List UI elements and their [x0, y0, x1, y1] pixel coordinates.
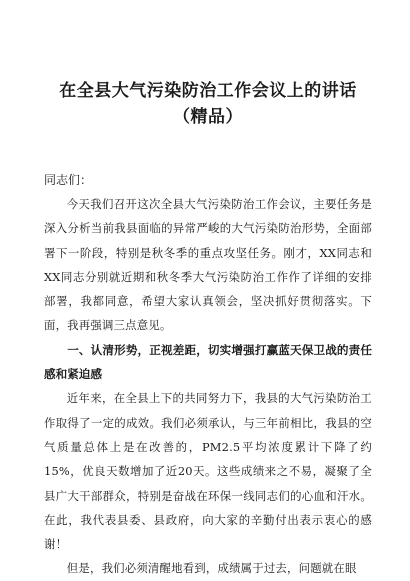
salutation: 同志们： [44, 173, 93, 187]
section-1-paragraph: 但是，我们必须清醒地看到，成绩属于过去，问题就在眼 [66, 561, 357, 576]
section-heading-1: 一、认清形势，正视差距，切实增强打赢蓝天保卫战的责任感和紧迫感 [44, 342, 372, 382]
opening-paragraph: 今天我们召开这次全县大气污染防治工作会议，主要任务是深入分析当前我县面临的异常严峻的大气污染防治形势，全面部署下一阶段，特别是秋冬季的重点攻坚任务。刚才，XX同志和XX同志分别就近期和秋冬季大气污染防治工作作了详细的安排部署，我都同意，希望大家认真领会，坚决抓好贯彻落实。下面，我再强调三点意见。 [44, 197, 372, 333]
document-title: 在全县大气污染防治工作会议上的讲话 [59, 81, 357, 101]
document-subtitle: （精品） [173, 107, 243, 127]
section-1-paragraph: 近年来，在全县上下的共同努力下，我县的大气污染防治工作取得了一定的成效。我们必须承认，与三年前相比，我县的空气质量总体上是在改善的，PM2.5平均浓度累计下降了约15%，优良天数增加了近20天。这些成绩来之不易，凝聚了全县广大干部群众，特别是奋战在环保一线同志们的心血和汗水。在此，我代表县委、县政府，向大家的辛勤付出表示衷心的感谢！ [44, 391, 372, 552]
